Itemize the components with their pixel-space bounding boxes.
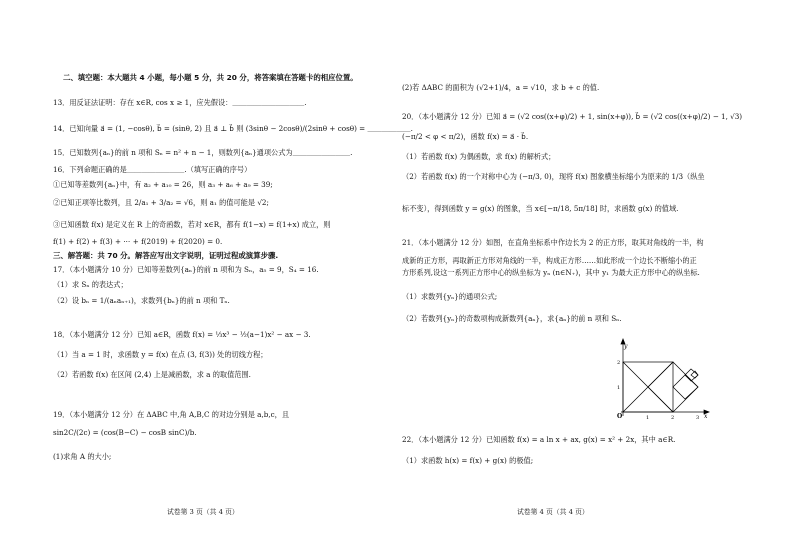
x-axis-label: x (704, 413, 708, 420)
question-20-part-2: （2）若函数 f(x) 的一个对称中心为 (−π/3, 0)，现将 f(x) 图象横坐标缩小为原来的 1/3（纵坐 (402, 172, 705, 181)
question-21-part-2: （2）若数列{yₙ}的奇数项构成新数列{aₙ}，求{aₙ}的前 n 项和 Sₙ. (402, 314, 622, 323)
question-13: 13．用反证法证明：存在 x∈R, cos x ≥ 1，应先假设：＿＿＿＿＿＿＿＿＿＿. (53, 98, 307, 107)
question-18-part-2: （2）若函数 f(x) 在区间 (2,4) 上是减函数，求 a 的取值范围. (53, 370, 251, 379)
y-tick-2: 2 (617, 360, 621, 366)
question-21: 21．（本小题满分 12 分）如图，在直角坐标系中作边长为 2 的正方形，取其对角线的一半，构 (402, 238, 704, 247)
page-footer-right: 试卷第 4 页（共 4 页） (517, 508, 589, 516)
question-22: 22．（本小题满分 12 分）已知函数 f(x) = a ln x + ax, g(x) = x² + 2x，其中 a∈R. (402, 435, 676, 444)
question-20-part-2-cont: 标不变），得到函数 y = g(x) 的图象，当 x∈[−π/18, 5π/18] 时，求函数 g(x) 的值域. (402, 204, 679, 213)
question-18: 18．（本小题满分 12 分）已知 a∈R，函数 f(x) = ⅓x³ − ½(a−1)x² − ax − 3. (53, 330, 311, 339)
question-20: 20．（本小题满分 12 分）已知 a⃗ = (√2 cos((x+φ)/2) + 1, sin(x+φ)), b⃗ = (√2 cos((x+φ)/2) − 1, √3) (402, 112, 743, 121)
question-18-part-1: （1）当 a = 1 时，求函数 y = f(x) 在点 (3, f(3)) 处的切线方程； (53, 350, 268, 359)
question-16-option-1: ①已知等差数列{aₙ}中，有 a₂ + a₁₀ = 26，则 a₃ + a₆ + a₉ = 39; (53, 180, 273, 189)
page-footer-left: 试卷第 3 页（共 4 页） (167, 508, 239, 516)
section-fill-blank-heading: 二、填空题：本大题共 4 小题，每小题 5 分，共 20 分，将答案填在答题卡的相应位置。 (63, 73, 358, 82)
question-21-cont-2: 方形系列,设这一系列正方形中心的纵坐标为 yₙ (n∈N₊)，其中 y₁ 为最大正方形中心的纵坐标. (402, 268, 700, 277)
question-19-part-1: (1)求角 A 的大小; (53, 452, 112, 461)
y-axis-label: y (624, 343, 628, 350)
question-21-part-1: （1）求数列{yₙ}的通项公式; (402, 292, 498, 301)
x-tick-3: 3 (696, 415, 700, 420)
question-20-part-1: （1）若函数 f(x) 为偶函数，求 f(x) 的解析式； (402, 152, 556, 161)
question-16-option-3-cont: f(1) + f(2) + f(3) + ⋯ + f(2019) + f(2020) = 0. (53, 237, 223, 246)
y-tick-1: 1 (617, 385, 621, 391)
question-17-part-1: （1）求 Sₙ 的表达式； (53, 280, 128, 289)
x-tick-2: 2 (671, 415, 675, 420)
question-17: 17．（本小题满分 10 分）已知等差数列{aₙ}的前 n 项和为 Sₙ，a₅ = 9，S₄ = 16. (53, 265, 319, 274)
question-16: 16．下列命题正确的是＿＿＿＿＿＿＿＿.（填写正确的序号） (53, 165, 252, 174)
exam-page-4 (397, 0, 794, 560)
origin-label: O (617, 413, 623, 420)
question-16-option-2: ②已知正项等比数列，且 2/a₁ + 3/a₂ = √6，则 a₁ 的值可能是 √2; (53, 198, 269, 207)
question-17-part-2: （2）设 bₙ = 1/(aₙaₙ₊₁)，求数列{bₙ}的前 n 项和 Tₙ. (53, 296, 230, 305)
question-20-condition: (−π/2 < φ < π/2)，函数 f(x) = a⃗ · b⃗. (402, 132, 529, 141)
question-19: 19．（本小题满分 12 分）在 ΔABC 中,角 A,B,C 的对边分别是 a,b,c，且 (53, 410, 290, 419)
question-15: 15．已知数列{aₙ}的前 n 项和 Sₙ = n² + n − 1，则数列{aₙ}通项公式为＿＿＿＿＿＿＿＿. (53, 148, 353, 157)
question-14: 14．已知向量 a⃗ = (1, −cosθ), b⃗ = (sinθ, 2) 且 a⃗ ⊥ b⃗ 则 (3sinθ − 2cosθ)/(2sinθ + cosθ) = ＿＿＿＿＿＿. (53, 124, 413, 133)
square-sequence-figure (615, 338, 711, 420)
question-21-cont-1: 成新的正方形，再取新正方形对角线的一半，构成正方形……如此形成一个边长不断缩小的正 (402, 256, 697, 265)
question-22-part-1: （1）求函数 h(x) = f(x) + g(x) 的极值; (402, 456, 534, 465)
x-tick-1: 1 (646, 415, 650, 420)
question-19-part-2: (2)若 ΔABC 的面积为 (√2+1)/4，a = √10，求 b + c 的值. (402, 83, 600, 92)
question-19-formula: sin2C/(2c) = (cos(B−C) − cosB sinC)/b. (53, 428, 197, 437)
section-answer-heading: 三、解答题：共 70 分。解答应写出文字说明，证明过程或演算步骤. (53, 251, 279, 260)
question-16-option-3: ③已知函数 f(x) 是定义在 R 上的奇函数，若对 x∈R，都有 f(1−x) = f(1+x) 成立，则 (53, 220, 331, 229)
